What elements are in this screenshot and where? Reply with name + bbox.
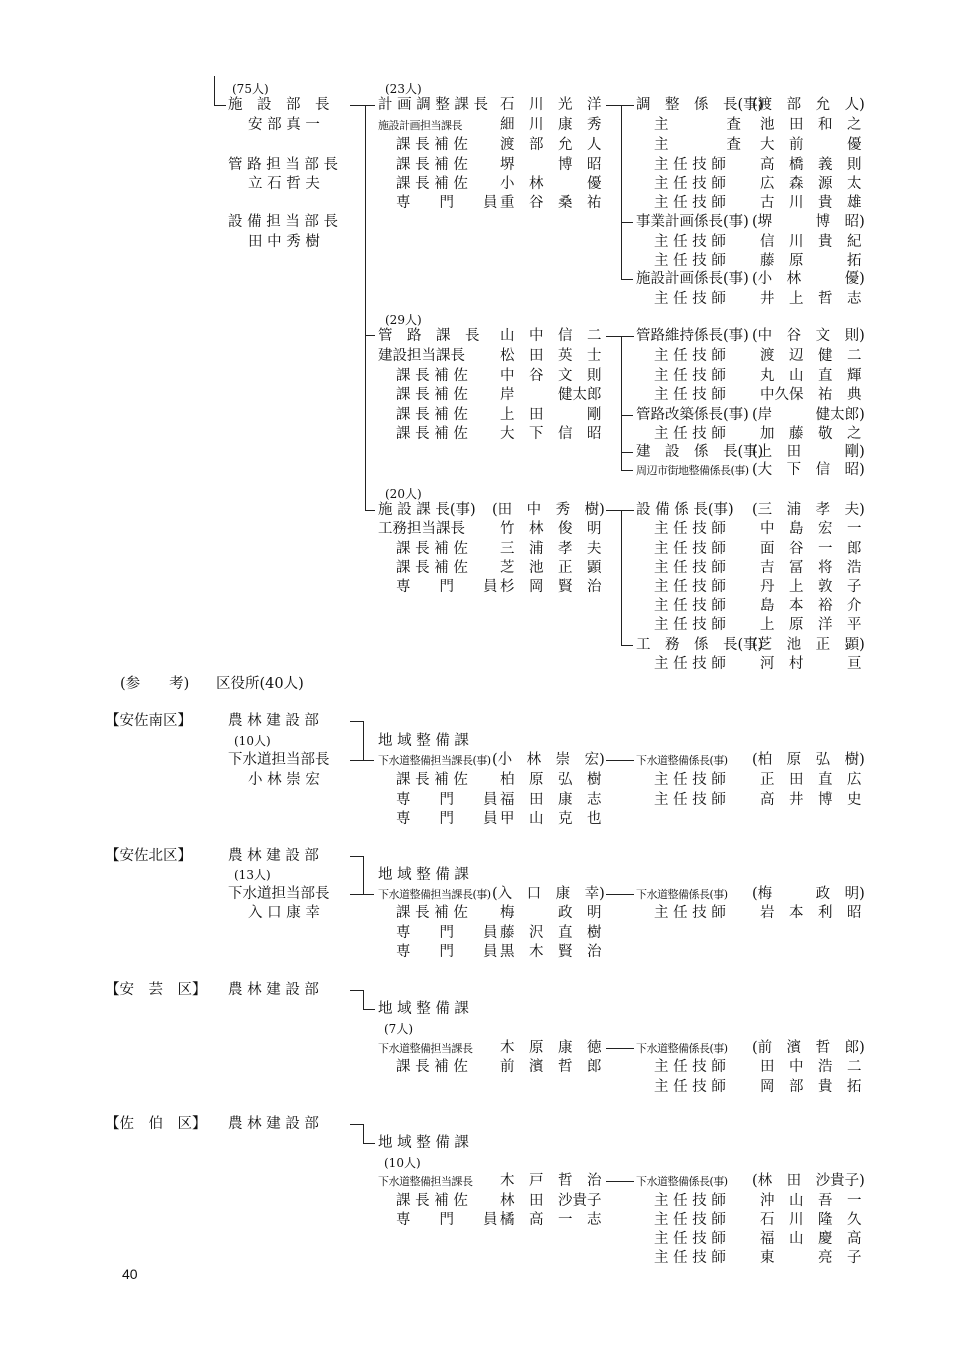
- ward-right-title: 主 任 技 師: [654, 1212, 726, 1228]
- ward-right-name: (前 濱 哲 郎): [752, 1040, 865, 1056]
- connector-line: [606, 510, 634, 511]
- ward-row-name: 柏 原 弘 樹: [500, 772, 602, 788]
- ward-row-name: 前 濱 哲 郎: [500, 1059, 602, 1075]
- ward-right-name: (林 田 沙貴子): [752, 1173, 865, 1189]
- section-row-title: 管 路 課 長: [378, 328, 480, 344]
- right-row-name: 藤 原 拓: [760, 253, 862, 269]
- section-row-title: 課 長 補 佐: [396, 368, 468, 384]
- ward-row-title: 専 門 員: [396, 1212, 498, 1228]
- ward-right-title: 主 任 技 師: [654, 1059, 726, 1075]
- dept-count: (75人): [232, 82, 269, 96]
- section-row-name: 堺 博 昭: [500, 157, 602, 173]
- ward-right-name: 沖 山 吾 一: [760, 1193, 862, 1209]
- section-row-name: 岸 健太郎: [500, 387, 602, 403]
- connector-line: [363, 856, 364, 895]
- right-row-title: 主 任 技 師: [654, 348, 726, 364]
- right-row-name: 渡 辺 健 二: [760, 348, 862, 364]
- right-row-name: 井 上 哲 志: [760, 291, 862, 307]
- connector-line: [621, 222, 633, 223]
- right-row-name: 広 森 源 太: [760, 176, 862, 192]
- connector-line: [350, 894, 374, 895]
- ward-row-title: 下水道整備担当課長: [378, 1042, 473, 1055]
- section-row-title: 工務担当課長: [378, 521, 465, 537]
- section-row-title: 施設計画担当課長: [378, 119, 462, 132]
- section-row-name: (田 中 秀 樹): [492, 502, 605, 518]
- section-row-title: 課 長 補 佐: [396, 387, 468, 403]
- ward-head-name: 小 林 崇 宏: [248, 772, 320, 788]
- right-row-name: (上 田 剛): [752, 444, 865, 460]
- ward-row-title: 専 門 員: [396, 811, 498, 827]
- section-row-name: 上 田 剛: [500, 407, 602, 423]
- right-row-name: (渡 部 允 人): [752, 97, 865, 113]
- section-count: (23人): [385, 82, 422, 96]
- ward-row-name: 橘 高 一 志: [500, 1212, 602, 1228]
- connector-line: [606, 105, 634, 106]
- connector-line: [621, 336, 622, 471]
- ward-row-title: 課 長 補 佐: [396, 1193, 468, 1209]
- ward-row-name: (入 口 康 幸): [492, 886, 605, 902]
- right-row-name: (岸 健太郎): [752, 407, 865, 423]
- section-row-title: 計 画 調 整 課 長: [378, 97, 489, 113]
- right-row-title: 主 任 技 師: [654, 176, 726, 192]
- right-row-name: (小 林 優): [752, 271, 865, 287]
- right-row-name: 河 村 亘: [760, 656, 862, 672]
- connector-line: [365, 335, 375, 336]
- connector-line: [606, 760, 634, 761]
- connector-line: [606, 336, 634, 337]
- ward-section: 地 域 整 備 課: [378, 1001, 469, 1017]
- right-row-title: 主 任 技 師: [654, 234, 726, 250]
- ward-row-title: 課 長 補 佐: [396, 1059, 468, 1075]
- pipe-head-name: 立 石 哲 夫: [248, 176, 320, 192]
- right-row-title: 主 任 技 師: [654, 541, 726, 557]
- section-row-name: 中 谷 文 則: [500, 368, 602, 384]
- right-row-title: 主 任 技 師: [654, 195, 726, 211]
- connector-line: [363, 990, 364, 1010]
- right-row-title: 施設計画係長(事): [636, 271, 749, 287]
- section-row-name: 渡 部 允 人: [500, 137, 602, 153]
- right-row-name: 信 川 貴 紀: [760, 234, 862, 250]
- ward-row-name: 木 戸 哲 治: [500, 1173, 602, 1189]
- ward-right-name: 田 中 浩 二: [760, 1059, 862, 1075]
- ward-row-name: 藤 沢 直 樹: [500, 925, 602, 941]
- connector-line: [350, 721, 364, 722]
- pipe-head-title: 管 路 担 当 部 長: [228, 157, 339, 173]
- section-row-name: 重 谷 桑 祐: [500, 195, 602, 211]
- equip-head-title: 設 備 担 当 部 長: [228, 214, 339, 230]
- section-row-title: 建設担当課長: [378, 348, 465, 364]
- right-row-title: 主 任 技 師: [654, 387, 726, 403]
- right-row-name: 高 橋 義 則: [760, 157, 862, 173]
- right-row-name: (芝 池 正 顕): [752, 637, 865, 653]
- ward-right-title: 主 任 技 師: [654, 1250, 726, 1266]
- right-row-name: 大 前 優: [760, 137, 862, 153]
- connector-line: [350, 760, 374, 761]
- ward-section: 地 域 整 備 課: [378, 867, 469, 883]
- right-row-name: 上 原 洋 平: [760, 617, 862, 633]
- right-row-title: 管路改築係長(事): [636, 407, 749, 423]
- right-row-title: 主 査: [654, 117, 741, 133]
- connector-line: [363, 721, 364, 761]
- right-row-name: 古 川 貴 雄: [760, 195, 862, 211]
- right-row-name: (三 浦 孝 夫): [752, 502, 865, 518]
- ward-head-name: 入 口 康 幸: [248, 905, 320, 921]
- ward-row-name: 梅 政 明: [500, 905, 602, 921]
- section-row-title: 専 門 員: [396, 579, 498, 595]
- ward-right-title: 主 任 技 師: [654, 1079, 726, 1095]
- section-row-name: 芝 池 正 顕: [500, 560, 602, 576]
- ward-row-title: 下水道整備担当課長(事): [378, 888, 491, 901]
- ward-dept: 農 林 建 設 部: [228, 848, 319, 864]
- ward-count: (13人): [234, 868, 271, 882]
- right-row-title: 主 任 技 師: [654, 579, 726, 595]
- right-row-title: 主 任 技 師: [654, 253, 726, 269]
- connector-line: [621, 645, 633, 646]
- right-row-name: (堺 博 昭): [752, 214, 865, 230]
- ward-right-name: 東 亮 子: [760, 1250, 862, 1266]
- ward-right-name: 高 井 博 史: [760, 792, 862, 808]
- connector-line: [621, 279, 633, 280]
- connector-line: [606, 894, 634, 895]
- section-row-title: 課 長 補 佐: [396, 176, 468, 192]
- section-row-name: 三 浦 孝 夫: [500, 541, 602, 557]
- ward-row-title: 課 長 補 佐: [396, 905, 468, 921]
- ward-label: 【安 芸 区】: [105, 982, 207, 998]
- connector-line: [363, 1009, 375, 1010]
- connector-line: [365, 510, 375, 511]
- connector-line: [363, 1143, 375, 1144]
- connector-line: [214, 105, 226, 106]
- right-row-name: 丸 山 直 輝: [760, 368, 862, 384]
- ward-right-name: 正 田 直 広: [760, 772, 862, 788]
- right-row-name: 丹 上 敦 子: [760, 579, 862, 595]
- ward-right-title: 下水道整備係長(事): [636, 754, 728, 767]
- ward-right-title: 主 任 技 師: [654, 792, 726, 808]
- right-row-title: 主 任 技 師: [654, 157, 726, 173]
- ward-dept: 農 林 建 設 部: [228, 982, 319, 998]
- dept-head-name: 安 部 真 一: [248, 117, 320, 133]
- ward-dept: 農 林 建 設 部: [228, 1116, 319, 1132]
- right-row-title: 設 備 係 長(事): [636, 502, 734, 518]
- right-row-name: 中久保 祐 典: [760, 387, 862, 403]
- section-row-name: 細 川 康 秀: [500, 117, 602, 133]
- connector-line: [350, 105, 366, 106]
- connector-line: [214, 76, 215, 106]
- right-row-name: 中 島 宏 一: [760, 521, 862, 537]
- right-row-name: 島 本 裕 介: [760, 598, 862, 614]
- ward-head-title: 下水道担当部長: [228, 752, 330, 768]
- section-row-name: 竹 林 俊 明: [500, 521, 602, 537]
- section-row-name: 松 田 英 士: [500, 348, 602, 364]
- right-row-title: 主 任 技 師: [654, 521, 726, 537]
- connector-line: [621, 415, 633, 416]
- right-row-title: 管路維持係長(事): [636, 328, 749, 344]
- right-row-title: 主 任 技 師: [654, 598, 726, 614]
- section-row-title: 課 長 補 佐: [396, 426, 468, 442]
- right-row-title: 調 整 係 長(事): [636, 97, 764, 113]
- right-row-name: 面 谷 一 郎: [760, 541, 862, 557]
- right-row-title: 主 任 技 師: [654, 560, 726, 576]
- ward-count: (10人): [234, 734, 271, 748]
- section-count: (29人): [385, 313, 422, 327]
- connector-line: [363, 1124, 364, 1144]
- ward-row-name: 木 原 康 徳: [500, 1040, 602, 1056]
- reference-label: (参 考): [120, 676, 190, 692]
- connector-line: [621, 452, 633, 453]
- right-row-name: 池 田 和 之: [760, 117, 862, 133]
- section-row-title: 課 長 補 佐: [396, 407, 468, 423]
- right-row-name: 加 藤 敬 之: [760, 426, 862, 442]
- right-row-title: 主 任 技 師: [654, 656, 726, 672]
- section-row-name: 山 中 信 二: [500, 328, 602, 344]
- ward-count: (7人): [384, 1022, 413, 1036]
- ward-row-title: 下水道整備担当課長: [378, 1175, 473, 1188]
- ward-section: 地 域 整 備 課: [378, 733, 469, 749]
- right-row-title: 工 務 係 長(事): [636, 637, 764, 653]
- ward-row-title: 下水道整備担当課長(事): [378, 754, 491, 767]
- ward-row-name: 甲 山 克 也: [500, 811, 602, 827]
- connector-line: [350, 1124, 364, 1125]
- right-row-title: 主 査: [654, 137, 741, 153]
- right-row-title: 事業計画係長(事): [636, 214, 749, 230]
- ward-row-title: 専 門 員: [396, 944, 498, 960]
- ward-label: 【佐 伯 区】: [105, 1116, 207, 1132]
- ward-row-name: (小 林 崇 宏): [492, 752, 605, 768]
- section-row-title: 課 長 補 佐: [396, 137, 468, 153]
- section-row-name: 大 下 信 昭: [500, 426, 602, 442]
- ward-right-title: 主 任 技 師: [654, 772, 726, 788]
- right-row-name: 吉 冨 将 浩: [760, 560, 862, 576]
- ward-right-title: 主 任 技 師: [654, 1231, 726, 1247]
- ward-right-title: 主 任 技 師: [654, 905, 726, 921]
- ward-row-name: 林 田 沙貴子: [500, 1193, 602, 1209]
- right-row-name: (大 下 信 昭): [752, 462, 865, 478]
- connector-line: [350, 856, 364, 857]
- section-row-name: 杉 岡 賢 治: [500, 579, 602, 595]
- equip-head-name: 田 中 秀 樹: [248, 234, 320, 250]
- ward-right-name: 岡 部 貴 拓: [760, 1079, 862, 1095]
- ward-dept: 農 林 建 設 部: [228, 713, 319, 729]
- ward-right-name: 岩 本 利 昭: [760, 905, 862, 921]
- section-row-name: 小 林 優: [500, 176, 602, 192]
- ward-label: 【安佐北区】: [105, 848, 192, 864]
- right-row-name: (中 谷 文 則): [752, 328, 865, 344]
- section-row-title: 施 設 課 長(事): [378, 502, 476, 518]
- right-row-title: 建 設 係 長(事): [636, 444, 764, 460]
- ward-row-title: 専 門 員: [396, 925, 498, 941]
- connector-line: [606, 1181, 634, 1182]
- ward-right-name: 石 川 隆 久: [760, 1212, 862, 1228]
- ward-count: (10人): [384, 1156, 421, 1170]
- ward-head-title: 下水道担当部長: [228, 886, 330, 902]
- section-row-title: 課 長 補 佐: [396, 157, 468, 173]
- connector-line: [365, 105, 375, 106]
- dept-head-title: 施 設 部 長: [228, 97, 330, 113]
- section-row-name: 石 川 光 洋: [500, 97, 602, 113]
- ward-row-title: 課 長 補 佐: [396, 772, 468, 788]
- ward-right-title: 下水道整備係長(事): [636, 1042, 728, 1055]
- ward-row-name: 福 田 康 志: [500, 792, 602, 808]
- ward-right-title: 下水道整備係長(事): [636, 888, 728, 901]
- reference-text: 区役所(40人): [216, 676, 304, 692]
- page-number: 40: [122, 1266, 138, 1282]
- ward-right-name: (柏 原 弘 樹): [752, 752, 865, 768]
- ward-right-name: (梅 政 明): [752, 886, 865, 902]
- ward-right-title: 主 任 技 師: [654, 1193, 726, 1209]
- ward-section: 地 域 整 備 課: [378, 1135, 469, 1151]
- right-row-title: 主 任 技 師: [654, 291, 726, 307]
- connector-line: [365, 105, 366, 511]
- section-row-title: 課 長 補 佐: [396, 541, 468, 557]
- section-row-title: 課 長 補 佐: [396, 560, 468, 576]
- right-row-title: 主 任 技 師: [654, 617, 726, 633]
- connector-line: [621, 105, 622, 280]
- ward-right-name: 福 山 慶 高: [760, 1231, 862, 1247]
- section-row-title: 専 門 員: [396, 195, 498, 211]
- ward-row-name: 黒 木 賢 治: [500, 944, 602, 960]
- ward-label: 【安佐南区】: [105, 713, 192, 729]
- right-row-title: 主 任 技 師: [654, 368, 726, 384]
- right-row-title: 周辺市街地整備係長(事): [636, 464, 749, 477]
- connector-line: [621, 510, 622, 646]
- right-row-title: 主 任 技 師: [654, 426, 726, 442]
- section-count: (20人): [385, 487, 422, 501]
- connector-line: [621, 470, 633, 471]
- connector-line: [606, 1048, 634, 1049]
- ward-row-title: 専 門 員: [396, 792, 498, 808]
- connector-line: [350, 990, 364, 991]
- ward-right-title: 下水道整備係長(事): [636, 1175, 728, 1188]
